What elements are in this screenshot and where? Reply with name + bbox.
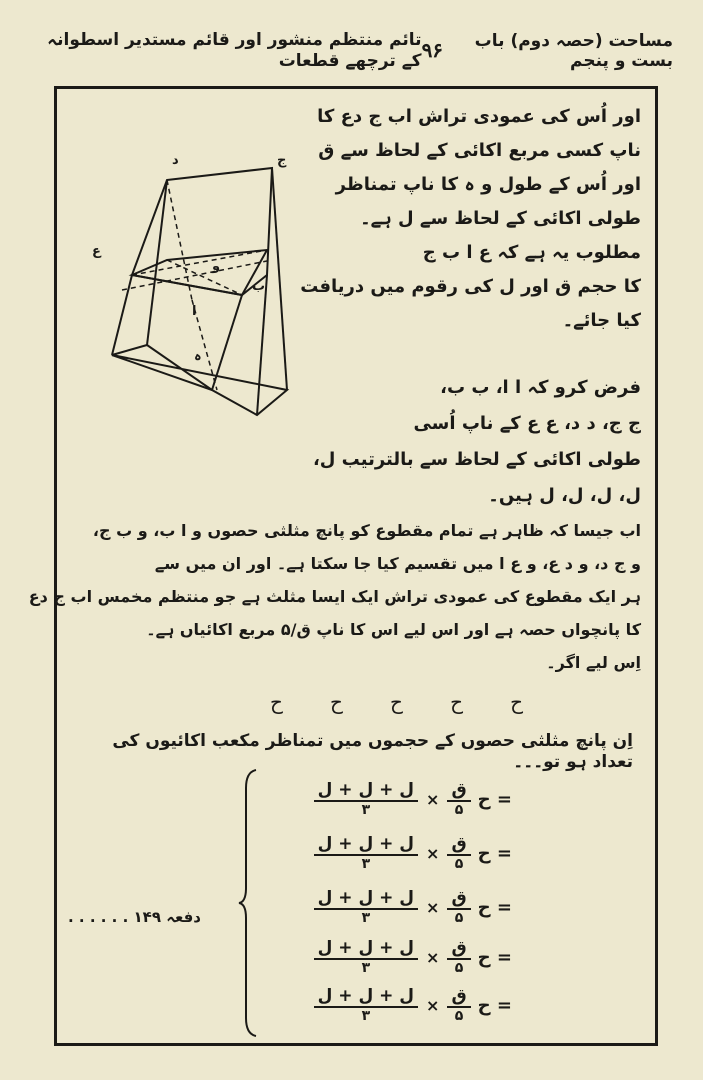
area-fraction: $\frac{\text{ق}}{۵}$ <box>447 888 470 926</box>
body-line: کا پانچواں حصہ ہے اور اس لیے اس کا ناپ ق/۵ مربع اکائیاں ہے۔ <box>146 620 641 639</box>
volume-symbols-row <box>270 690 523 714</box>
figure-label: ا <box>192 304 197 319</box>
volume-symbol: ح <box>450 690 463 714</box>
volume-symbol: ح <box>390 690 403 714</box>
intro-line: اور اُس کی عمودی تراش اب ج دع کا <box>317 106 641 127</box>
assume-line: ج ج، د د، ع ع کے ناپ اُسی <box>413 413 641 434</box>
side-fraction: $\frac{\text{ل + ل + ل}}{۳}$ <box>314 780 418 818</box>
intro-line: کیا جائے۔ <box>562 310 641 331</box>
side-fraction: $\frac{\text{ل + ل + ل}}{۳}$ <box>314 888 418 926</box>
running-header <box>30 30 673 70</box>
volume-symbol: ح <box>330 690 343 714</box>
intro-line: مطلوب یہ ہے کہ ع ا ب ج <box>422 242 641 263</box>
left-brace <box>238 768 258 1038</box>
volume-equation: $\frac{\text{ل + ل + ل}}{۳}$ × $\frac{\text{ق}}{۵}$ ح = <box>262 880 512 934</box>
assume-line: ل، ل، ل، ل ہیں۔ <box>488 485 641 506</box>
volume-equation: $\frac{\text{ل + ل + ل}}{۳}$ × $\frac{\text{ق}}{۵}$ ح = <box>262 930 512 984</box>
prism-figure <box>72 150 302 440</box>
figure-label: د <box>172 153 179 168</box>
page-number: ۹۶ <box>421 38 444 62</box>
body-line: و ج د، و د ع، و ع ا میں تقسیم کیا جا سکتا ہے۔ اور ان میں سے <box>154 554 641 573</box>
figure-label: و <box>212 259 221 274</box>
assumption-paragraph <box>312 370 641 514</box>
figure-label: ج <box>277 153 287 168</box>
section-reference: دفعہ ۱۴۹ . . . . . . <box>68 908 201 926</box>
header-section-title: تائم منتظم منشور اور قائم مستدیر اسطوانہ کے ترچھے قطعات <box>47 30 422 71</box>
area-fraction: $\frac{\text{ق}}{۵}$ <box>447 986 470 1024</box>
assume-line: طولی اکائی کے لحاظ سے بالترتیب ل، <box>312 449 641 470</box>
volume-symbol: ح <box>510 690 523 714</box>
intro-line: کا حجم ق اور ل کی رقوم میں دریافت <box>300 276 641 297</box>
body-line: اِس لیے اگر۔ <box>546 653 641 672</box>
volume-equation: $\frac{\text{ل + ل + ل}}{۳}$ × $\frac{\text{ق}}{۵}$ ح = <box>262 772 512 826</box>
figure-label: ہ <box>194 349 202 364</box>
area-fraction: $\frac{\text{ق}}{۵}$ <box>447 834 470 872</box>
side-fraction: $\frac{\text{ل + ل + ل}}{۳}$ <box>314 938 418 976</box>
intro-paragraph <box>300 100 641 338</box>
body-line: اب جیسا کہ ظاہر ہے تمام مقطوع کو پانچ مثلثی حصوں و ا ب، و ب ج، <box>92 521 641 540</box>
body-line: ہر ایک مقطوع کی عمودی تراش ایک ایسا مثلث ہے جو منتظم مخمس اب ج دع <box>28 587 641 606</box>
assume-line: فرض کرو کہ ا ا، ب ب، <box>440 377 641 398</box>
volume-equation: $\frac{\text{ل + ل + ل}}{۳}$ × $\frac{\text{ق}}{۵}$ ح = <box>262 826 512 880</box>
area-fraction: $\frac{\text{ق}}{۵}$ <box>447 938 470 976</box>
figure-label: ع <box>92 244 101 259</box>
equations-intro: اِن پانچ مثلثی حصوں کے حجموں میں تمناظر مکعب اکائیوں کی تعداد ہو تو۔۔۔ <box>112 731 633 772</box>
volume-equation: $\frac{\text{ل + ل + ل}}{۳}$ × $\frac{\text{ق}}{۵}$ ح = <box>262 978 512 1032</box>
volume-symbol: ح <box>270 690 283 714</box>
header-chapter-title: مساحت (حصہ دوم) باب بست و پنجم <box>474 30 673 71</box>
figure-label: ب <box>252 279 266 294</box>
intro-line: طولی اکائی کے لحاظ سے ل ہے۔ <box>360 208 641 229</box>
body-paragraph <box>28 514 641 679</box>
intro-line: ناپ کسی مربع اکائی کے لحاظ سے ق <box>318 140 641 161</box>
side-fraction: $\frac{\text{ل + ل + ل}}{۳}$ <box>314 986 418 1024</box>
side-fraction: $\frac{\text{ل + ل + ل}}{۳}$ <box>314 834 418 872</box>
area-fraction: $\frac{\text{ق}}{۵}$ <box>447 780 470 818</box>
intro-line: اور اُس کے طول و ہ کا ناپ تمناظر <box>335 174 641 195</box>
